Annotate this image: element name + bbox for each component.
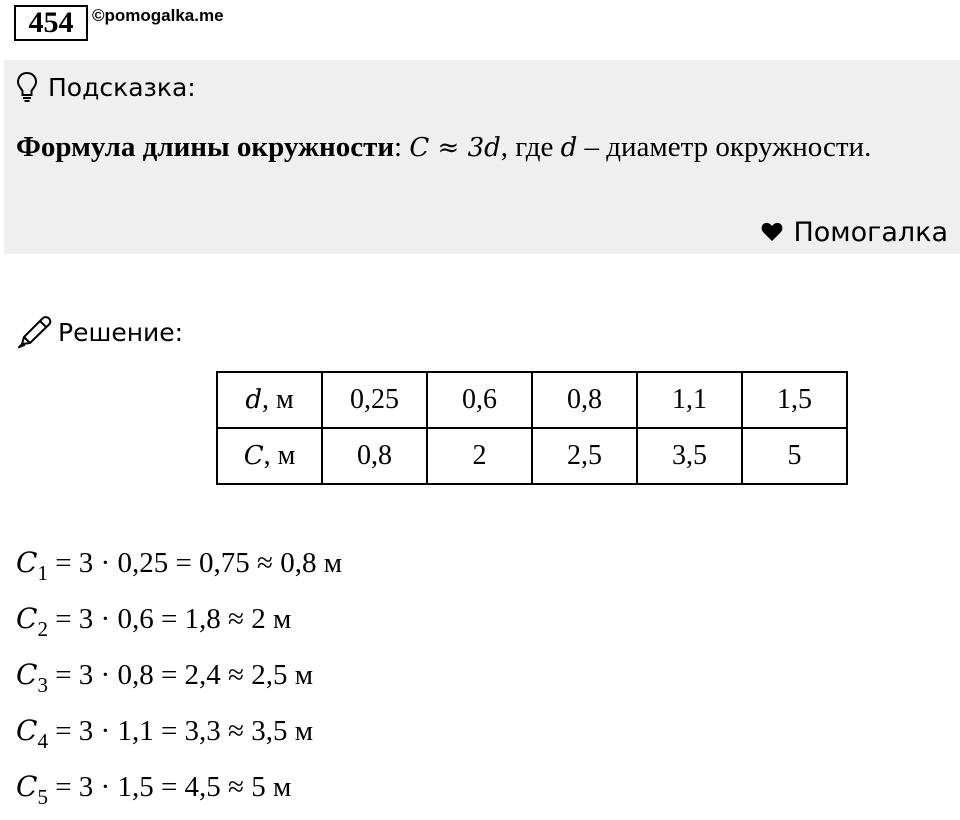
table-cell: 0,8 <box>322 428 427 484</box>
calc-var: C <box>16 546 38 579</box>
heart-icon <box>761 222 783 242</box>
hint-text-end: – диаметр окружности. <box>577 131 872 163</box>
hint-title-label: Подсказка: <box>48 72 196 102</box>
lightbulb-icon <box>16 71 38 103</box>
table-row-d <box>217 372 847 428</box>
row-label-c <box>217 428 322 484</box>
hint-footer-label: Помогалка <box>793 216 948 248</box>
task-number: 454 <box>14 5 88 41</box>
calc-expression: = 3 · 1,5 = 4,5 ≈ 5 м <box>47 771 292 803</box>
calc-subscript: 5 <box>37 785 48 809</box>
hint-colon: : <box>394 131 403 163</box>
hint-formula: C ≈ 3d <box>409 133 501 163</box>
hint-var-d: d <box>560 133 578 163</box>
calc-expression: = 3 · 1,1 = 3,3 ≈ 3,5 м <box>47 715 314 747</box>
calc-subscript: 2 <box>37 617 48 641</box>
table-cell: 0,6 <box>427 372 532 428</box>
table-cell: 1,5 <box>742 372 847 428</box>
table-cell: 1,1 <box>637 372 742 428</box>
calc-subscript: 1 <box>37 561 48 585</box>
unit-d: , м <box>261 384 294 415</box>
calc-expression: = 3 · 0,25 = 0,75 ≈ 0,8 м <box>47 547 343 579</box>
table-cell: 2 <box>427 428 532 484</box>
table-row-c <box>217 428 847 484</box>
solution-title-label: Решение: <box>58 317 184 347</box>
calc-var: C <box>16 602 38 635</box>
var-d: d <box>245 385 262 415</box>
calc-expression: = 3 · 0,8 = 2,4 ≈ 2,5 м <box>47 659 314 691</box>
calculation-line <box>16 543 342 583</box>
row-label-d <box>217 372 322 428</box>
hint-box <box>4 60 960 254</box>
hint-footer <box>761 214 948 250</box>
unit-c: , м <box>263 440 296 471</box>
data-table <box>216 371 848 485</box>
calculation-line <box>16 599 291 639</box>
hint-title <box>16 70 196 104</box>
calc-var: C <box>16 658 38 691</box>
calc-var: C <box>16 770 38 803</box>
solution-title <box>16 312 183 352</box>
table-cell: 0,25 <box>322 372 427 428</box>
table-cell: 5 <box>742 428 847 484</box>
calc-subscript: 3 <box>37 673 48 697</box>
var-c: C <box>243 441 264 471</box>
calculation-line <box>16 655 313 695</box>
hint-text-middle: , где <box>500 131 561 163</box>
table-cell: 2,5 <box>532 428 637 484</box>
calculation-line <box>16 767 291 807</box>
pencil-icon <box>16 315 52 349</box>
calc-var: C <box>16 714 38 747</box>
hint-text <box>16 124 916 171</box>
calc-subscript: 4 <box>37 729 48 753</box>
hint-bold-text: Формула длины окружности <box>16 131 395 163</box>
calc-expression: = 3 · 0,6 = 1,8 ≈ 2 м <box>47 603 292 635</box>
calculation-line <box>16 711 313 751</box>
table-cell: 3,5 <box>637 428 742 484</box>
brand-label: ©pomogalka.me <box>92 6 224 25</box>
table-cell: 0,8 <box>532 372 637 428</box>
